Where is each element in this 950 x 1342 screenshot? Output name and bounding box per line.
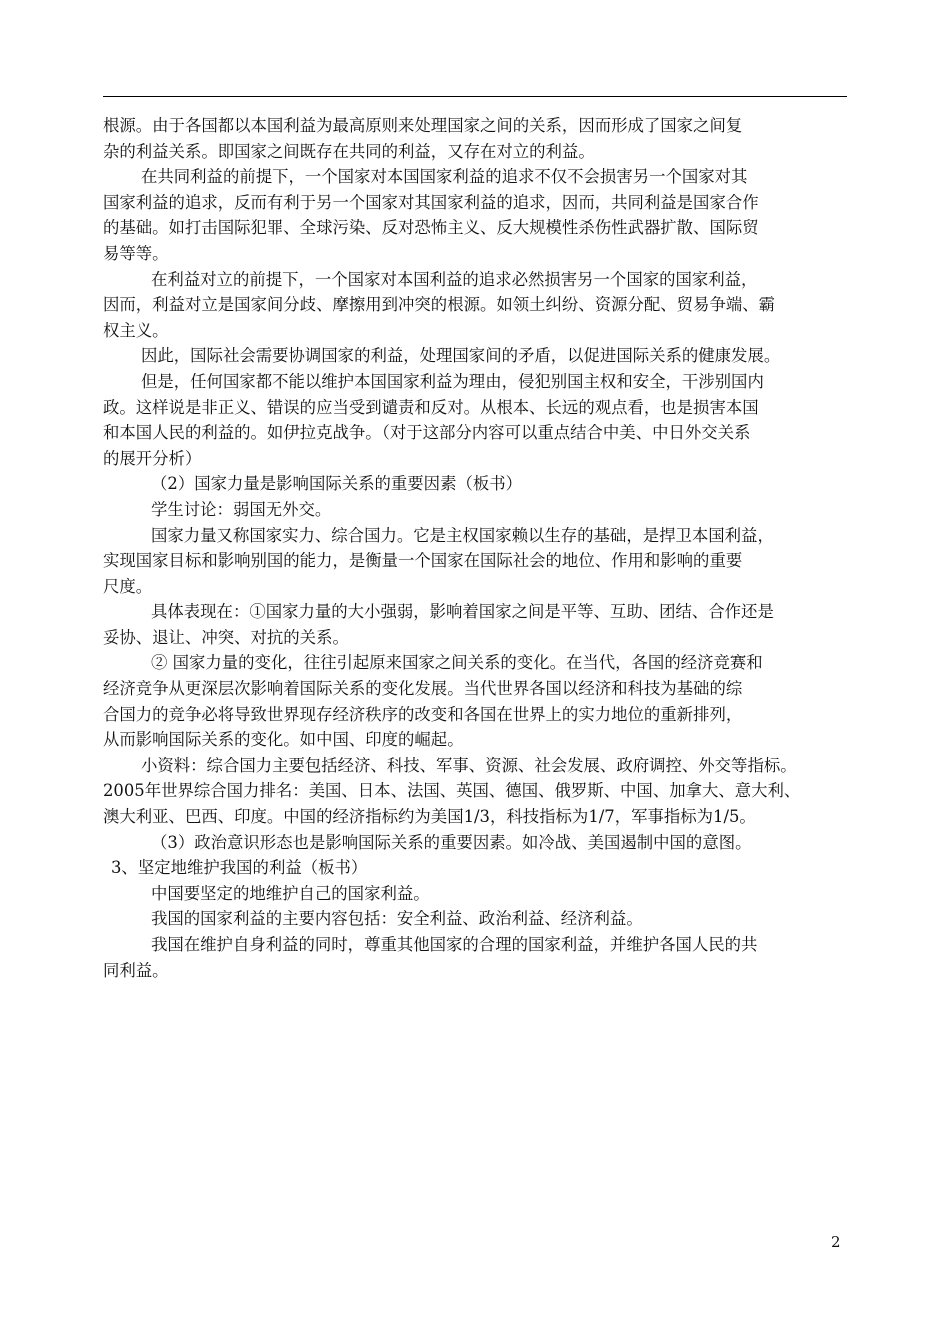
text-line: 尺度。: [103, 576, 153, 596]
text-line: 根源。由于各国都以本国利益为最高原则来处理国家之间的关系，因而形成了国家之间复: [103, 116, 743, 135]
text-line: 但是，任何国家都不能以维护本国国家利益为理由，侵犯别国主权和安全，干涉别国内: [141, 371, 764, 391]
text-line: 实现国家目标和影响别国的能力，是衡量一个国家在国际社会的地位、作用和影响的重要: [103, 551, 743, 571]
text-line: 学生讨论：弱国无外交。: [151, 499, 332, 519]
text-line: 我国在维护自身利益的同时，尊重其他国家的合理的国家利益，并维护各国人民的共: [151, 935, 758, 954]
section-heading: 3、坚定地维护我国的利益（板书）: [111, 858, 368, 878]
section-heading: （2）国家力量是影响国际关系的重要因素（板书）: [151, 474, 523, 494]
text-line: 在利益对立的前提下，一个国家对本国利益的追求必然损害另一个国家的国家利益，: [151, 269, 758, 289]
text-line: ② 国家力量的变化，往往引起原来国家之间关系的变化。在当代，各国的经济竞赛和: [151, 653, 763, 673]
text-line: 国家利益的追求，反而有利于另一个国家对其国家利益的追求，因而，共同利益是国家合作: [103, 192, 759, 212]
text-line: 因此，国际社会需要协调国家的利益，处理国家间的矛盾，以促进国际关系的健康发展。: [141, 346, 781, 366]
text-line: 政。这样说是非正义、错误的应当受到谴责和反对。从根本、长远的观点看，也是损害本国: [103, 397, 759, 417]
text-line: 同利益。: [103, 960, 169, 980]
text-line: 小资料：综合国力主要包括经济、科技、军事、资源、社会发展、政府调控、外交等指标。: [141, 755, 797, 775]
text-line: 易等等。: [103, 243, 169, 263]
text-line: （3）政治意识形态也是影响国际关系的重要因素。如冷战、美国遏制中国的意图。: [151, 832, 752, 852]
text-line: 国家力量又称国家实力、综合国力。它是主权国家赖以生存的基础，是捍卫本国利益，: [151, 525, 774, 545]
text-line: 具体表现在：①国家力量的大小强弱，影响着国家之间是平等、互助、团结、合作还是: [151, 602, 774, 622]
text-line: 和本国人民的利益的。如伊拉克战争。（对于这部分内容可以重点结合中美、中日外交关系: [103, 423, 751, 443]
text-line: 的展开分析）: [103, 448, 202, 468]
text-line: 权主义。: [103, 320, 169, 340]
text-line: 妥协、退让、冲突、对抗的关系。: [103, 627, 349, 647]
text-line: 合国力的竞争必将导致世界现存经济秩序的改变和各国在世界上的实力地位的重新排列，: [103, 704, 743, 724]
text-line: 杂的利益关系。即国家之间既存在共同的利益，又存在对立的利益。: [103, 141, 595, 161]
text-line: 在共同利益的前提下，一个国家对本国国家利益的追求不仅不会损害另一个国家对其: [141, 167, 748, 187]
text-line: 2005年世界综合国力排名：美国、日本、法国、英国、德国、俄罗斯、中国、加拿大、意大利、: [103, 781, 801, 801]
text-line: 经济竞争从更深层次影响着国际关系的变化发展。当代世界各国以经济和科技为基础的综: [103, 679, 743, 699]
page-number: 2: [831, 1233, 841, 1251]
text-line: 澳大利亚、巴西、印度。中国的经济指标约为美国1/3，科技指标为1/7，军事指标为1/5。: [103, 807, 756, 827]
text-line: 的基础。如打击国际犯罪、全球污染、反对恐怖主义、反大规模性杀伤性武器扩散、国际贸: [103, 218, 759, 238]
document-body: [103, 113, 851, 983]
text-line: 中国要坚定的地维护自己的国家利益。: [151, 883, 430, 903]
text-line: 我国的国家利益的主要内容包括：安全利益、政治利益、经济利益。: [151, 909, 643, 929]
text-line: 因而，利益对立是国家间分歧、摩擦用到冲突的根源。如领土纠纷、资源分配、贸易争端、霸: [103, 295, 776, 315]
header-rule: [103, 96, 847, 97]
text-line: 从而影响国际关系的变化。如中国、印度的崛起。: [103, 730, 464, 750]
